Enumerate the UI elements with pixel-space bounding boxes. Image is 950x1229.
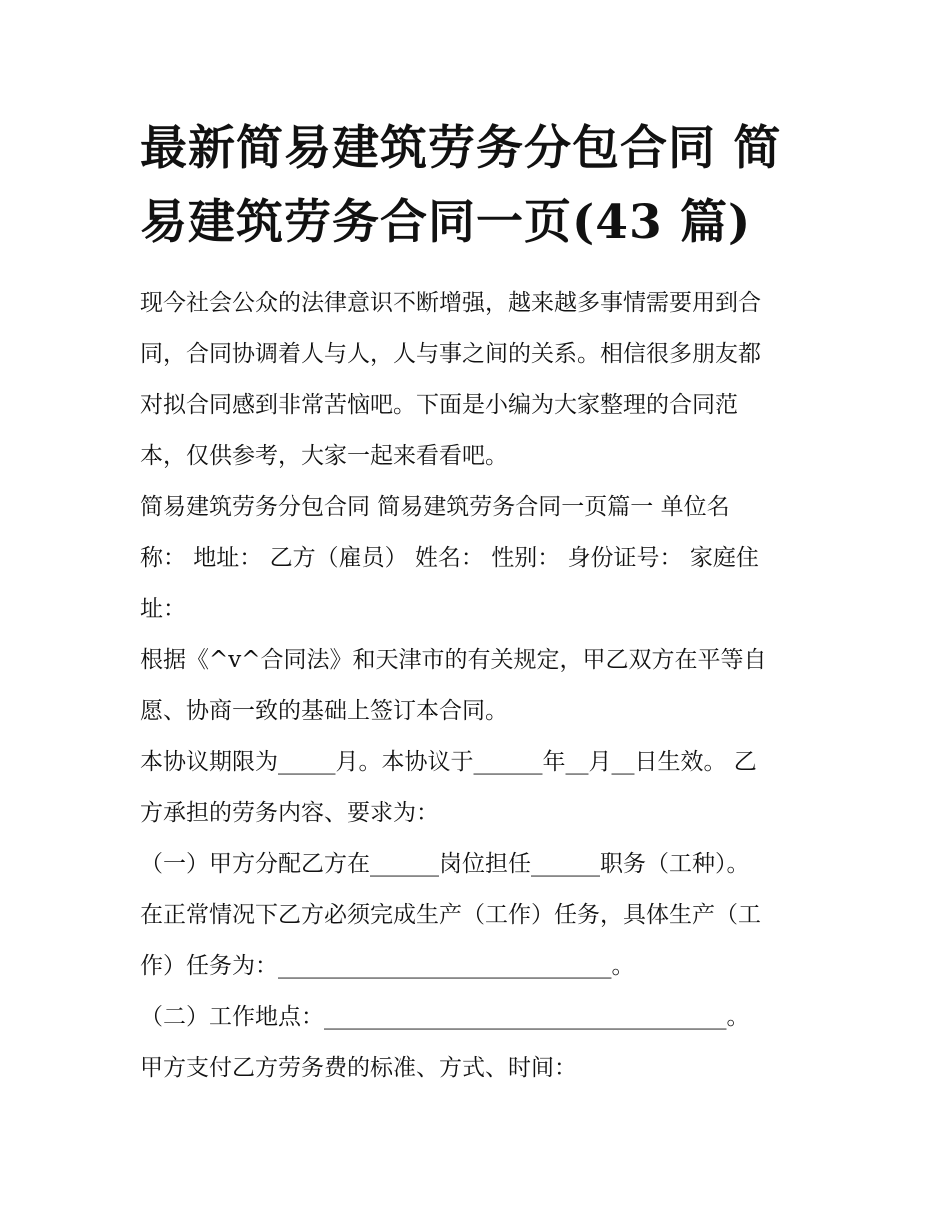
- body-line: 本协议期限为_____月。本协议于______年__月__日生效。 乙: [140, 749, 757, 775]
- document-title: [140, 112, 820, 260]
- body-line: 对拟合同感到非常苦恼吧。下面是小编为大家整理的合同范: [140, 392, 738, 418]
- body-line: 愿、协商一致的基础上签订本合同。: [140, 698, 508, 724]
- body-line: （一）甲方分配乙方在______岗位担任______职务（工种）。: [140, 851, 750, 877]
- body-line: 简易建筑劳务分包合同 简易建筑劳务合同一页篇一 单位名: [140, 494, 730, 520]
- body-line: 根据《^v^合同法》和天津市的有关规定，甲乙双方在平等自: [140, 647, 767, 673]
- body-line: 方承担的劳务内容、要求为：: [140, 800, 439, 826]
- body-line: （二）工作地点：___________________________________。: [140, 1004, 750, 1030]
- body-line: 现今社会公众的法律意识不断增强，越来越多事情需要用到合: [140, 290, 761, 316]
- title-line: 易建筑劳务合同一页(43 篇): [140, 195, 752, 250]
- title-line: 最新简易建筑劳务分包合同 简: [140, 121, 782, 176]
- body-line: 本，仅供参考，大家一起来看看吧。: [140, 443, 508, 469]
- body-line: 作）任务为：_____________________________。: [140, 953, 635, 979]
- document-body: [140, 278, 820, 1094]
- body-line: 称： 地址： 乙方（雇员） 姓名： 性别： 身份证号： 家庭住: [140, 545, 759, 571]
- body-line: 同，合同协调着人与人，人与事之间的关系。相信很多朋友都: [140, 341, 761, 367]
- body-line: 甲方支付乙方劳务费的标准、方式、时间：: [140, 1055, 577, 1081]
- body-line: 址：: [140, 596, 186, 622]
- body-line: 在正常情况下乙方必须完成生产（工作）任务，具体生产（工: [140, 902, 761, 928]
